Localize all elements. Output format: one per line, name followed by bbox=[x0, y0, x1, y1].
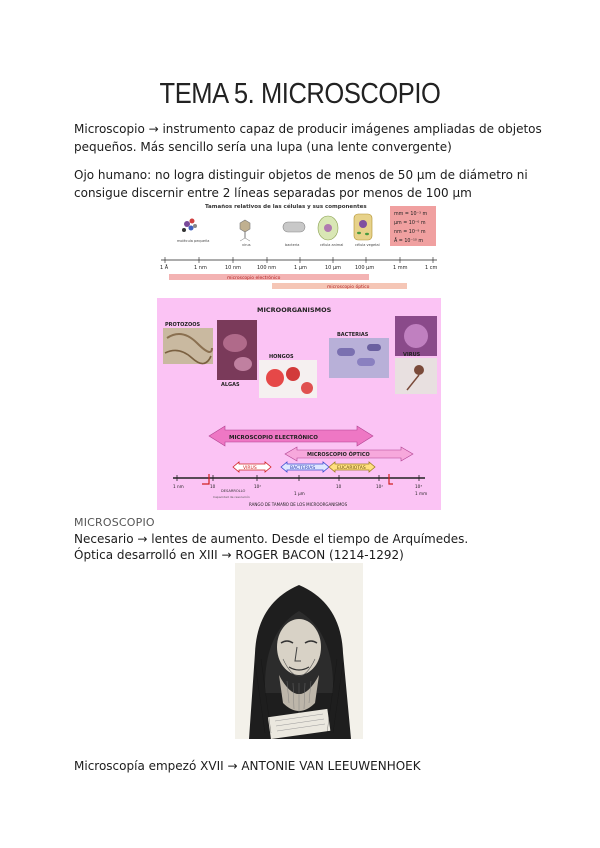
fig1-item-molecula: molécula pequeña bbox=[177, 239, 210, 243]
axis-tick-nm: 1 nm bbox=[173, 484, 184, 489]
range-virus-label: VIRUS bbox=[243, 466, 257, 471]
label-protozoos: PROTOZOOS bbox=[165, 322, 201, 328]
virus-icon bbox=[240, 220, 250, 241]
axis-tick-1000: 10³ bbox=[415, 484, 423, 489]
arrow-optico-label: MICROSCOPIO ÓPTICO bbox=[307, 452, 370, 458]
bar-electronico-label: microscopio electrónico bbox=[227, 276, 281, 281]
scale-1A: 1 Å bbox=[160, 265, 169, 271]
units-um: µm = 10⁻⁶ m bbox=[394, 221, 426, 226]
scale-1cm: 1 cm bbox=[425, 265, 438, 271]
axis-tick-um: 1 µm bbox=[294, 491, 305, 496]
paragraph-microscopio-definicion: Microscopio → instrumento capaz de producir imágenes ampliadas de objetos pequeños. Más sencillo sería una lupa (una lente convergente) bbox=[74, 122, 542, 154]
units-mm: mm = 10⁻³ m bbox=[394, 212, 428, 217]
axis-sub-label: Capacidad de resolución bbox=[213, 495, 250, 499]
bacteria-icon bbox=[283, 222, 305, 232]
scale-1mm: 1 mm bbox=[393, 265, 408, 271]
fig1-item-virus: virus bbox=[242, 243, 251, 247]
range-eucariotas-label: EUCARIOTAS bbox=[337, 466, 366, 471]
paragraph-ojo-humano: Ojo humano: no logra distinguir objetos de menos de 50 µm de diámetro ni consigue discernir entre 2 líneas separadas por menos de 100 µm bbox=[74, 168, 528, 200]
range-bacterias-label: BACTERIAS bbox=[290, 466, 316, 471]
scale-1um: 1 µm bbox=[294, 265, 307, 271]
axis-tick-100a: 10² bbox=[254, 484, 262, 489]
units-nm: nm = 10⁻⁹ m bbox=[394, 230, 426, 235]
figure-tamanos-relativos bbox=[157, 200, 441, 296]
scale-10nm: 10 nm bbox=[225, 265, 241, 271]
label-hongos: HONGOS bbox=[269, 354, 294, 360]
axis-tick-100b: 10² bbox=[376, 484, 384, 489]
fig1-item-bacteria: bacteria bbox=[285, 243, 300, 247]
fig2-title: MICROORGANISMOS bbox=[257, 306, 332, 314]
line-optica: Óptica desarrolló en XIII → ROGER BACON (1214-1292) bbox=[74, 548, 404, 562]
fig1-title: Tamaños relativos de las células y sus componentes bbox=[205, 204, 367, 210]
page-title: TEMA 5. MICROSCOPIO bbox=[159, 78, 441, 110]
bacterias-image bbox=[329, 338, 389, 378]
label-bacterias: BACTERIAS bbox=[337, 332, 369, 338]
axis-caption: RANGO DE TAMAÑO DE LOS MICROORGANISMOS bbox=[249, 502, 348, 507]
label-algas: ALGAS bbox=[221, 382, 240, 388]
scale-100nm: 100 nm bbox=[257, 265, 277, 271]
axis-tick-10b: 10 bbox=[336, 484, 342, 489]
line-microscopia: Microscopía empezó XVII → ANTONIE VAN LEEUWENHOEK bbox=[74, 759, 421, 773]
plant-cell-icon bbox=[354, 214, 372, 240]
protozoos-image bbox=[163, 328, 213, 364]
fig1-item-celula-animal: célula animal bbox=[320, 243, 344, 247]
label-virus: VIRUS bbox=[403, 352, 421, 358]
fig1-item-celula-vegetal: célula vegetal bbox=[355, 243, 380, 247]
portrait-roger-bacon bbox=[235, 563, 363, 739]
figure-microorganismos bbox=[157, 298, 441, 510]
scale-1nm: 1 nm bbox=[194, 265, 207, 271]
axis-tick-10a: 10 bbox=[210, 484, 216, 489]
molecule-icon bbox=[182, 219, 197, 233]
axis-left-label: DESARROLLO bbox=[221, 489, 246, 493]
line-necesario: Necesario → lentes de aumento. Desde el tiempo de Arquímedes. bbox=[74, 532, 469, 546]
axis-tick-1mm: 1 mm bbox=[415, 491, 428, 496]
arrow-electronico-label: MICROSCOPIO ELECTRÓNICO bbox=[229, 435, 318, 441]
section-heading-microscopio: MICROSCOPIO bbox=[74, 516, 155, 529]
units-A: Å = 10⁻¹⁰ m bbox=[394, 239, 424, 244]
animal-cell-icon bbox=[318, 216, 338, 240]
scale-100um: 100 µm bbox=[355, 265, 375, 271]
scale-10um: 10 µm bbox=[325, 265, 342, 271]
bar-optico-label: microscopio óptico bbox=[327, 285, 370, 290]
